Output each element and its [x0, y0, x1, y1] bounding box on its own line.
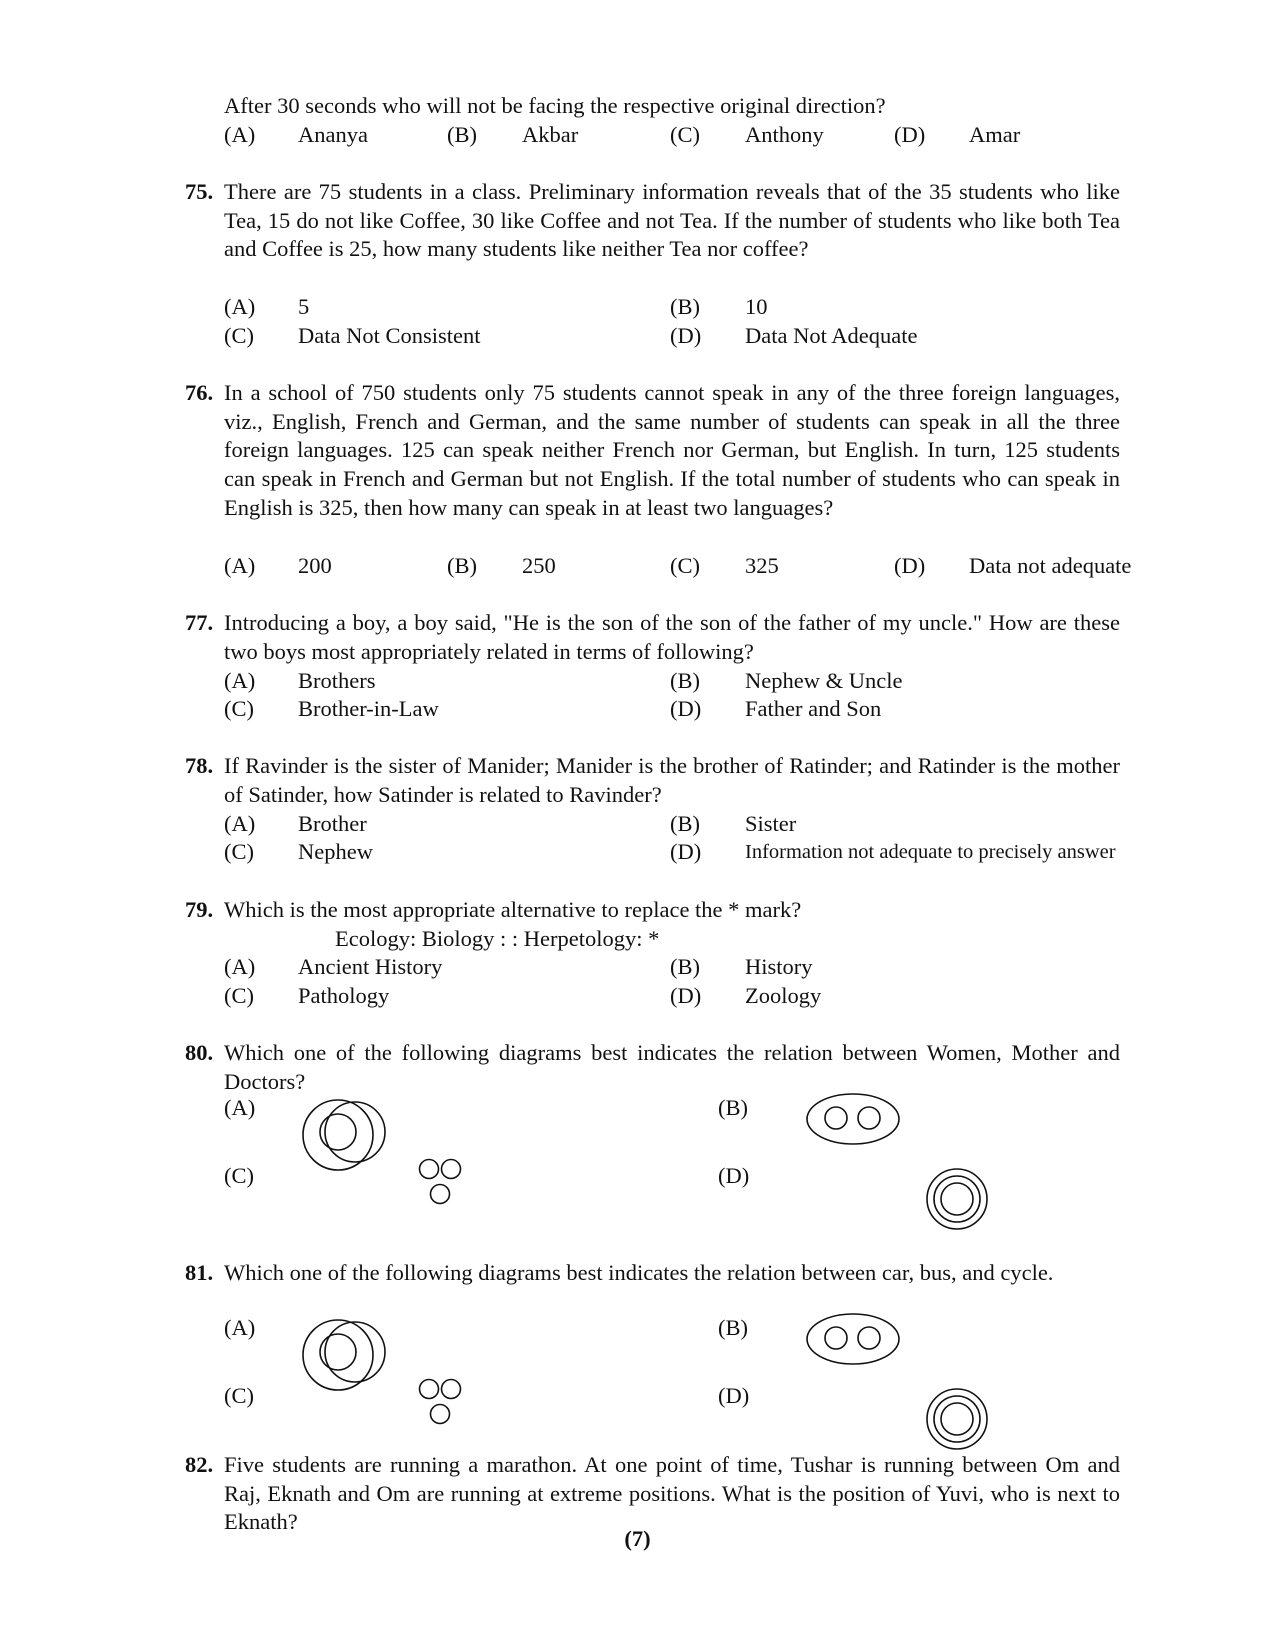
- q78-option-d-key: (D): [670, 839, 702, 864]
- q78-question-text: If Ravinder is the sister of Manider; Manider is the brother of Ratinder; and Ratinder is the mother of Satinder, how Satinder is related to Ravinder?: [224, 753, 1120, 807]
- q79-option-c-key: (C): [224, 983, 254, 1008]
- q81-option-a-key: (A): [224, 1315, 256, 1340]
- q76-option-c-text: 325: [745, 553, 779, 578]
- q75-option-b-text: 10: [745, 294, 768, 319]
- q79-question-text: Which is the most appropriate alternative to replace the * mark?: [224, 897, 802, 922]
- q76-option-d-key: (D): [894, 553, 926, 578]
- q80-option-b-key: (B): [718, 1095, 748, 1120]
- q75-question-text: There are 75 students in a class. Preliminary information reveals that of the 35 students who like Tea, 15 do not like Coffee, 30 like Coffee and not Tea. If the number of students who like both Tea and Coffee is 25, how many students like neither Tea nor coffee?: [224, 179, 1120, 262]
- q81-diagram-d-concentric-circles: [923, 1385, 991, 1453]
- q77-option-d-key: (D): [670, 696, 702, 721]
- q76-number: 76.: [185, 380, 214, 405]
- q82-number: 82.: [185, 1452, 214, 1477]
- q79-option-c-text: Pathology: [298, 983, 390, 1008]
- q74-option-b-text: Akbar: [522, 122, 579, 147]
- q79-option-a-text: Ancient History: [298, 954, 443, 979]
- q76-option-d-text: Data not adequate: [969, 553, 1132, 578]
- q79-option-b-text: History: [745, 954, 813, 979]
- q75-option-b-key: (B): [670, 294, 700, 319]
- q79-option-a-key: (A): [224, 954, 256, 979]
- q80-option-a-key: (A): [224, 1095, 256, 1120]
- q78-option-c-key: (C): [224, 839, 254, 864]
- q78-option-b-text: Sister: [745, 811, 797, 836]
- q78-option-c-text: Nephew: [298, 839, 373, 864]
- q75-option-c-text: Data Not Consistent: [298, 323, 481, 348]
- q77-question-text: Introducing a boy, a boy said, "He is the son of the son of the father of my uncle." How are these two boys most appropriately related in terms of following?: [224, 610, 1120, 664]
- q77-option-a-key: (A): [224, 668, 256, 693]
- q81-option-c-key: (C): [224, 1383, 254, 1408]
- q81-diagram-a-overlapping-circles: [300, 1315, 390, 1400]
- q77-option-b-key: (B): [670, 668, 700, 693]
- q75-option-c-key: (C): [224, 323, 254, 348]
- q78-number: 78.: [185, 753, 214, 778]
- q81-diagram-b-ellipse-two-circles: [802, 1310, 904, 1368]
- q74-option-c-key: (C): [670, 122, 700, 147]
- q77-option-c-key: (C): [224, 696, 254, 721]
- q81-option-d-key: (D): [718, 1383, 750, 1408]
- q81-number: 81.: [185, 1260, 214, 1285]
- q74-option-a-key: (A): [224, 122, 256, 147]
- q77-option-b-text: Nephew & Uncle: [745, 668, 903, 693]
- q78-option-a-text: Brother: [298, 811, 367, 836]
- q76-option-c-key: (C): [670, 553, 700, 578]
- q81-diagram-c-separate-circles: [414, 1376, 470, 1428]
- q80-question-text: Which one of the following diagrams best indicates the relation between Women, Mother and Doctors?: [224, 1040, 1120, 1094]
- q75-number: 75.: [185, 179, 214, 204]
- q77-number: 77.: [185, 610, 214, 635]
- q82-question-text: Five students are running a marathon. At one point of time, Tushar is running between Om and Raj, Eknath and Om are running at extreme positions. What is the position of Yuvi, who is next to Eknath?: [224, 1452, 1120, 1535]
- q75-option-d-text: Data Not Adequate: [745, 323, 918, 348]
- q76-option-a-key: (A): [224, 553, 256, 578]
- q76-option-a-text: 200: [298, 553, 332, 578]
- q80-diagram-a-overlapping-circles: [300, 1095, 390, 1180]
- q78-option-d-text: Information not adequate to precisely answer: [745, 841, 1116, 863]
- q74-option-d-text: Amar: [969, 122, 1021, 147]
- q79-option-d-text: Zoology: [745, 983, 822, 1008]
- q81-question-text: Which one of the following diagrams best indicates the relation between car, bus, and cycle.: [224, 1260, 1054, 1285]
- q79-option-b-key: (B): [670, 954, 700, 979]
- q80-option-d-key: (D): [718, 1163, 750, 1188]
- q80-diagram-d-concentric-circles: [923, 1165, 991, 1233]
- q79-analogy: Ecology: Biology : : Herpetology: *: [335, 926, 660, 951]
- q78-option-b-key: (B): [670, 811, 700, 836]
- q76-question-text: In a school of 750 students only 75 students cannot speak in any of the three foreign languages, viz., English, French and German, and the same number of students can speak in all the three foreign languages. 125 can speak neither French nor German, but English. In turn, 125 students can speak in French and German but not English. If the total number of students who can speak in English is 325, then how many can speak in at least two languages?: [224, 380, 1120, 520]
- q80-option-c-key: (C): [224, 1163, 254, 1188]
- q77-option-d-text: Father and Son: [745, 696, 882, 721]
- q74-option-d-key: (D): [894, 122, 926, 147]
- q75-option-a-text: 5: [298, 294, 310, 319]
- q75-option-a-key: (A): [224, 294, 256, 319]
- q76-option-b-text: 250: [522, 553, 556, 578]
- q76-option-b-key: (B): [447, 553, 477, 578]
- q80-diagram-c-separate-circles: [414, 1156, 470, 1208]
- q75-option-d-key: (D): [670, 323, 702, 348]
- q77-option-c-text: Brother-in-Law: [298, 696, 439, 721]
- q74-tail-text: After 30 seconds who will not be facing the respective original direction?: [224, 93, 886, 118]
- q80-number: 80.: [185, 1040, 214, 1065]
- page-number: (7): [624, 1526, 651, 1551]
- q80-diagram-b-ellipse-two-circles: [802, 1090, 904, 1148]
- q74-option-a-text: Ananya: [298, 122, 368, 147]
- q74-option-b-key: (B): [447, 122, 477, 147]
- q74-option-c-text: Anthony: [745, 122, 824, 147]
- q79-number: 79.: [185, 897, 214, 922]
- q78-option-a-key: (A): [224, 811, 256, 836]
- q81-option-b-key: (B): [718, 1315, 748, 1340]
- q79-option-d-key: (D): [670, 983, 702, 1008]
- q77-option-a-text: Brothers: [298, 668, 376, 693]
